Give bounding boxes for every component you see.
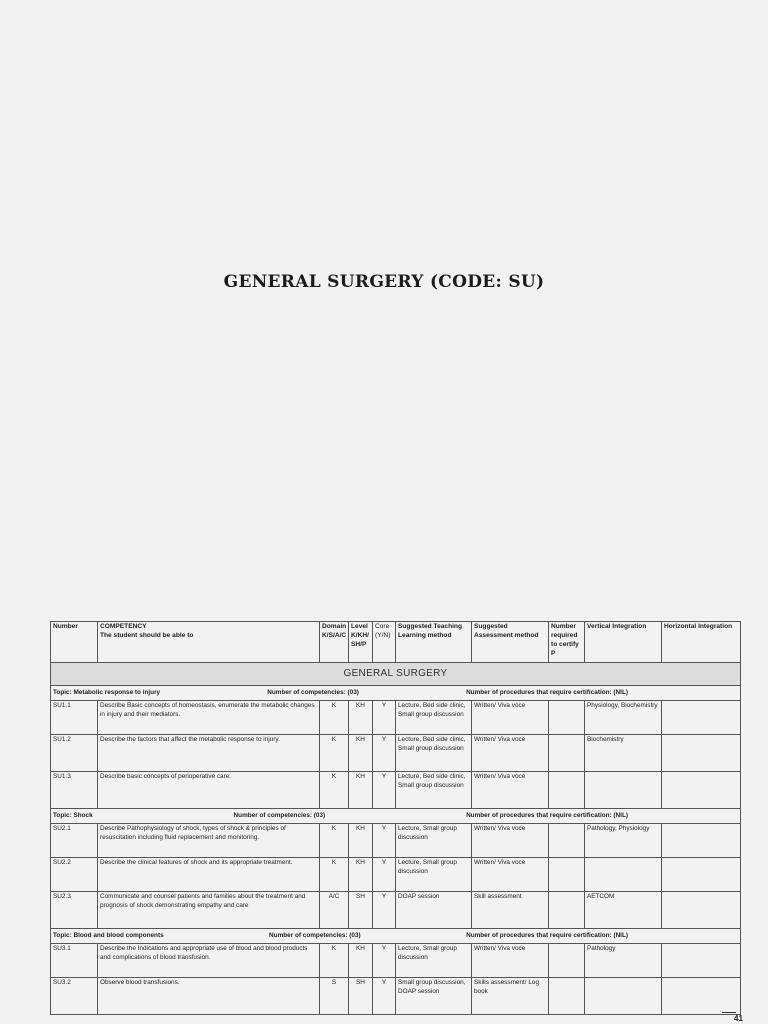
row-teaching: Lecture, Bed side clinic, Small group discussion: [396, 701, 472, 735]
row-horizontal: [662, 892, 741, 929]
row-level: KH: [349, 701, 373, 735]
header-number-required: Number required to certify P: [549, 622, 585, 663]
row-teaching: Lecture, Small group discussion: [396, 824, 472, 858]
topic-procedure-count: Number of procedures that require certification: (NIL): [466, 931, 628, 939]
row-number: SU1.2: [51, 735, 98, 772]
row-number: SU3.2: [51, 978, 98, 1015]
header-level: Level K/KH/ SH/P: [349, 622, 373, 663]
row-assessment: Skill assessment: [472, 892, 549, 929]
row-competency: Describe the Indications and appropriate use of blood and blood products and complications of blood transfusion.: [98, 944, 320, 978]
topic-competency-count: Number of competencies: (03): [267, 688, 359, 696]
row-assessment: Skills assessment/ Log book: [472, 978, 549, 1015]
row-required: [549, 858, 585, 892]
row-core: Y: [373, 892, 396, 929]
table-row: [51, 772, 741, 809]
row-level: SH: [349, 892, 373, 929]
row-required: [549, 978, 585, 1015]
page-number-rule: [722, 1012, 736, 1013]
table-row: [51, 892, 741, 929]
topic-row: [51, 809, 741, 824]
row-domain: K: [320, 858, 349, 892]
row-domain: S: [320, 978, 349, 1015]
row-vertical: [585, 772, 662, 809]
document-title: GENERAL SURGERY (CODE: SU): [223, 272, 545, 292]
header-teaching: Suggested Teaching Learning method: [396, 622, 472, 663]
page-number: 41: [734, 1014, 743, 1023]
row-required: [549, 944, 585, 978]
row-number: SU2.1: [51, 824, 98, 858]
row-core: Y: [373, 735, 396, 772]
row-vertical: Physiology, Biochemistry: [585, 701, 662, 735]
row-assessment: Written/ Viva voce: [472, 824, 549, 858]
row-core: Y: [373, 858, 396, 892]
topic-title: Topic: Metabolic response to injury: [53, 688, 161, 696]
table-row: [51, 824, 741, 858]
competency-table: [50, 621, 741, 1015]
header-competency: [98, 622, 320, 663]
topic-row: [51, 686, 741, 701]
row-assessment: Written/ Viva voce: [472, 735, 549, 772]
topic-procedure-count: Number of procedures that require certification: (NIL): [466, 688, 628, 696]
row-domain: K: [320, 824, 349, 858]
row-core: Y: [373, 772, 396, 809]
row-domain: K: [320, 772, 349, 809]
row-required: [549, 772, 585, 809]
table-row: [51, 858, 741, 892]
row-required: [549, 892, 585, 929]
header-competency-line2: The student should be able to: [100, 631, 194, 639]
table-header-row: [51, 622, 741, 663]
row-competency: Describe Basic concepts of homeostasis, enumerate the metabolic changes in injury and their mediators.: [98, 701, 320, 735]
row-teaching: Lecture, Small group discussion: [396, 858, 472, 892]
row-horizontal: [662, 978, 741, 1015]
row-competency: Describe basic concepts of perioperative care.: [98, 772, 320, 809]
row-vertical: [585, 978, 662, 1015]
topic-row: [51, 929, 741, 944]
topic-procedure-count: Number of procedures that require certification: (NIL): [466, 811, 628, 819]
table-row: [51, 701, 741, 735]
row-horizontal: [662, 824, 741, 858]
row-domain: K: [320, 701, 349, 735]
row-teaching: Lecture, Small group discussion: [396, 944, 472, 978]
row-competency: Communicate and counsel patients and families about the treatment and prognosis of shock demonstrating empathy and care: [98, 892, 320, 929]
row-number: SU2.3: [51, 892, 98, 929]
row-number: SU3.1: [51, 944, 98, 978]
topic-title: Topic: Shock: [53, 811, 93, 819]
topic-title: Topic: Blood and blood components: [53, 931, 164, 939]
row-vertical: Biochemistry: [585, 735, 662, 772]
row-core: Y: [373, 824, 396, 858]
header-horizontal: Horizontal Integration: [662, 622, 741, 663]
row-horizontal: [662, 772, 741, 809]
section-row: [51, 663, 741, 686]
header-core: Core (Y/N): [373, 622, 396, 663]
row-number: SU1.1: [51, 701, 98, 735]
header-vertical: Vertical Integration: [585, 622, 662, 663]
row-required: [549, 735, 585, 772]
row-vertical: Pathology, Physiology: [585, 824, 662, 858]
row-required: [549, 701, 585, 735]
row-vertical: [585, 858, 662, 892]
row-competency: Describe Pathophysiology of shock, types of shock & principles of resuscitation including fluid replacement and monitoring.: [98, 824, 320, 858]
row-level: KH: [349, 735, 373, 772]
row-level: KH: [349, 824, 373, 858]
row-horizontal: [662, 858, 741, 892]
table-row: [51, 978, 741, 1015]
table-row: [51, 944, 741, 978]
header-number: Number: [51, 622, 98, 663]
row-competency: Describe the factors that affect the metabolic response to injury.: [98, 735, 320, 772]
header-competency-line1: COMPETENCY: [100, 623, 147, 630]
row-horizontal: [662, 701, 741, 735]
row-teaching: DOAP session: [396, 892, 472, 929]
row-vertical: AETCOM: [585, 892, 662, 929]
header-domain: Domain K/S/A/C: [320, 622, 349, 663]
row-level: KH: [349, 858, 373, 892]
row-core: Y: [373, 701, 396, 735]
row-horizontal: [662, 735, 741, 772]
row-teaching: Small group discussion, DOAP session: [396, 978, 472, 1015]
topic-competency-count: Number of competencies: (03): [233, 811, 326, 819]
row-required: [549, 824, 585, 858]
row-assessment: Written/ Viva voce: [472, 858, 549, 892]
row-number: SU2.2: [51, 858, 98, 892]
row-domain: K: [320, 944, 349, 978]
row-teaching: Lecture, Bed side clinic, Small group discussion: [396, 772, 472, 809]
row-number: SU1.3: [51, 772, 98, 809]
header-assessment: Suggested Assessment method: [472, 622, 549, 663]
row-level: KH: [349, 944, 373, 978]
row-assessment: Written/ Viva voce: [472, 701, 549, 735]
row-vertical: Pathology: [585, 944, 662, 978]
table-row: [51, 735, 741, 772]
section-title: GENERAL SURGERY: [51, 663, 741, 686]
row-level: SH: [349, 978, 373, 1015]
row-domain: K: [320, 735, 349, 772]
row-core: Y: [373, 978, 396, 1015]
row-domain: A/C: [320, 892, 349, 929]
row-core: Y: [373, 944, 396, 978]
row-assessment: Written/ Viva voce: [472, 944, 549, 978]
row-teaching: Lecture, Bed side clinic, Small group discussion: [396, 735, 472, 772]
row-competency: Describe the clinical features of shock and its appropriate treatment.: [98, 858, 320, 892]
row-assessment: Written/ Viva voce: [472, 772, 549, 809]
topic-competency-count: Number of competencies: (03): [269, 931, 361, 939]
row-competency: Observe blood transfusions.: [98, 978, 320, 1015]
row-horizontal: [662, 944, 741, 978]
row-level: KH: [349, 772, 373, 809]
